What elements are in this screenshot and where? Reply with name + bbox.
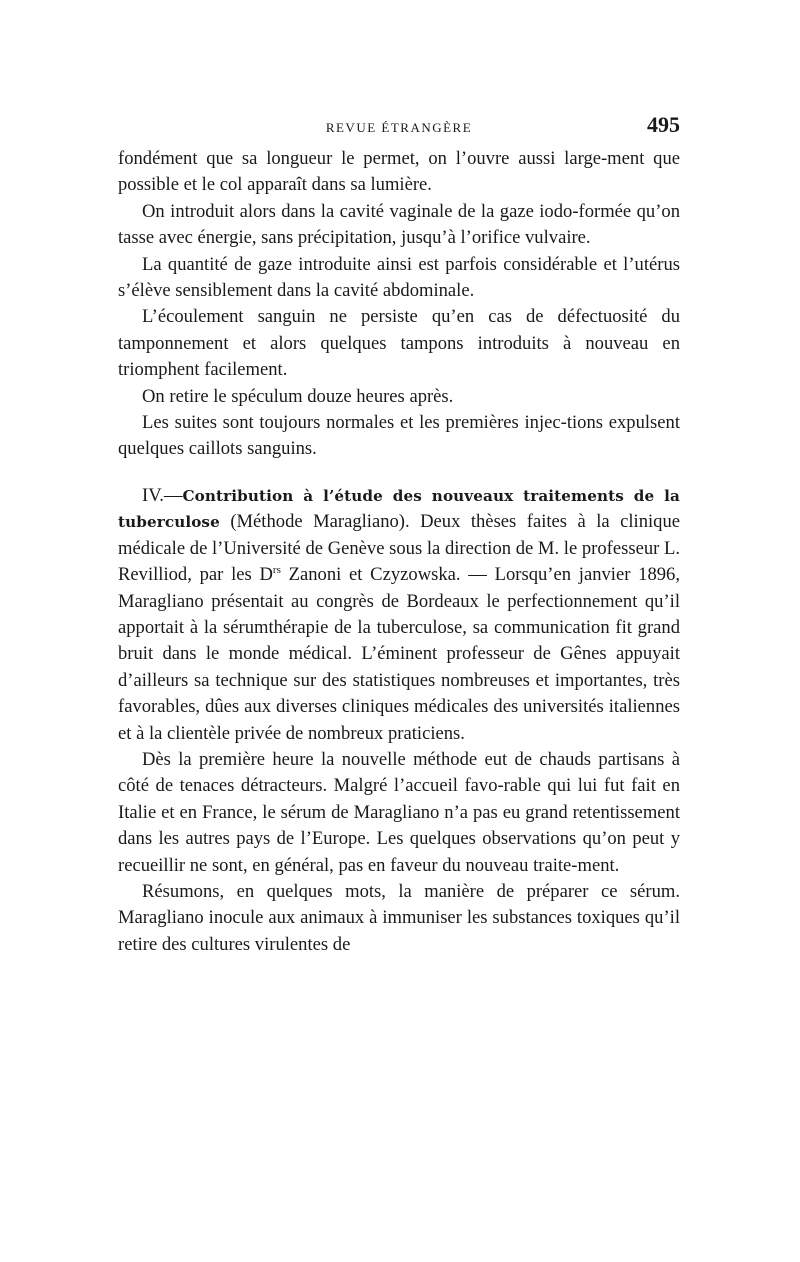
section-text-before-sup: (Méthode Maragliano). Deux thèses faites à la clinique médicale de l’Université de Genève sous la direction de M. le professeur L. Revilliod, par les D [118,511,681,586]
paragraph-aftercare: Les suites sont toujours normales et les premières injec-tions expulsent quelques caillots sanguins. [118,412,680,460]
section-title: Contribution à l’étude des nouveaux traitements de la tuberculose [118,486,680,532]
paragraph-continuation: fondément que sa longueur le permet, on l’ouvre aussi large-ment que possible et le col apparaît dans sa lumière. [118,148,680,196]
section-text-after-sup: Zanoni et Czyzowska. — Lorsqu’en janvier 1896, Maragliano présentait au congrès de Bordeaux le perfectionnement qu’il apportait à la sérumthérapie de la tuberculose, sa communication fit grand bruit dans le monde médical. L’éminent professeur de Gênes appuyait d’ailleurs sa technique sur des statistiques nombreuses et importantes, très favorables, dûes aux diverses cliniques médicales des universités italiennes et à la clientèle privée de nombreux praticiens. [118,564,680,744]
paragraph-gauze-quantity: La quantité de gaze introduite ainsi est parfois considérable et l’utérus s’élève sensiblement dans la cavité abdominale. [118,253,680,302]
paragraph-gauze-insertion: On introduit alors dans la cavité vaginale de la gaze iodo-formée qu’on tasse avec énergie, sans précipitation, jusqu’à l’orifice vulvaire. [118,200,680,249]
book-page [118,112,680,958]
running-title: REVUE ÉTRANGÈRE [325,120,473,135]
paragraph-speculum: On retire le spéculum douze heures après. [142,385,454,407]
paragraph-bleeding: L’écoulement sanguin ne persiste qu’en cas de défectuosité du tamponnement et alors quelques tampons introduits à nouveau en triomphent facilement. [118,306,680,381]
section-iv-paragraph [118,483,680,747]
page-number: 495 [647,112,680,137]
paragraph-reception: Dès la première heure la nouvelle méthode eut de chauds partisans à côté de tenaces détracteurs. Malgré l’accueil favo-rable qui lui fut fait en Italie et en France, le sérum de Maragliano n’a pas eu grand retentissement dans les autres pays de l’Europe. Les quelques observations qu’on peut y recueillir ne sont, en général, pas en faveur du nouveau traite-ment. [118,748,680,876]
doctors-superscript: rs [272,564,281,577]
section-number: IV.— [142,484,183,506]
paragraph-serum-preparation: Résumons, en quelques mots, la manière de préparer ce sérum. Maragliano inocule aux animaux à immuniser les substances toxiques qu’il retire des cultures virulentes de [118,880,680,955]
running-header [118,112,680,146]
